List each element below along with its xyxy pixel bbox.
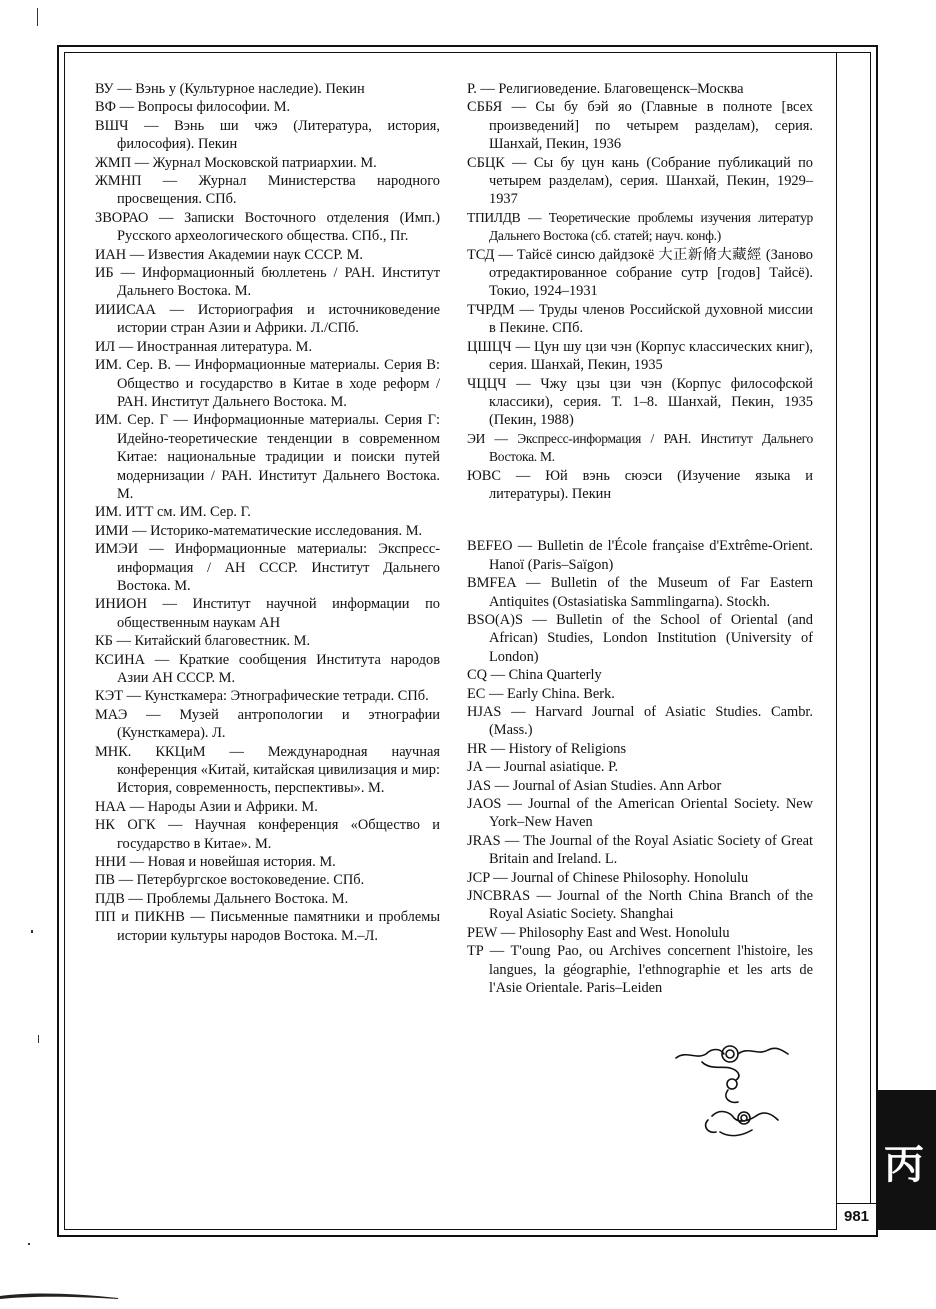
abbr-entry: PEW — Philosophy East and West. Honolulu bbox=[467, 924, 730, 941]
abbr-entry: ПДВ — Проблемы Дальнего Востока. М. bbox=[95, 890, 349, 907]
abbr-entry: ЗВОРАО — Записки Восточного отделения (Имп.) Русского археологического общества. СПб., Пг. bbox=[95, 209, 440, 245]
left-column bbox=[95, 80, 440, 945]
abbr-entry: ЮВС — Юй вэнь сюэси (Изучение языка и литературы). Пекин bbox=[467, 467, 813, 502]
abbr-entry: JCP — Journal of Chinese Philosophy. Honolulu bbox=[467, 869, 749, 886]
abbr-entry: JRAS — The Journal of the Royal Asiatic Society of Great Britain and Ireland. L. bbox=[467, 832, 813, 868]
abbr-entry: СББЯ — Сы бу бэй яо (Главные в полноте [всех произведений] по четырем разделам), серия. Шанхай, Пекин, 1936 bbox=[467, 99, 813, 153]
abbr-entry: Р. — Религиоведение. Благовещенск–Москва bbox=[467, 81, 744, 97]
abbr-entry: КБ — Китайский благовестник. М. bbox=[95, 633, 311, 650]
abbr-entry: ЭИ — Экспресс-информация / РАН. Институт Дальнего Востока. М. bbox=[467, 430, 813, 465]
abbr-entry: ВШЧ — Вэнь ши чжэ (Литература, история, философия). Пекин bbox=[95, 117, 440, 153]
abbr-entry: ВУ — Вэнь у (Культурное наследие). Пекин bbox=[95, 81, 365, 97]
abbr-entry: BMFEA — Bulletin of the Museum of Far Eastern Antiquites (Ostasiatiska Sammlingarna). Stockh. bbox=[467, 575, 813, 610]
abbr-entry: BSO(A)S — Bulletin of the School of Oriental (and African) Studies, London Institution (University of London) bbox=[467, 611, 813, 665]
abbr-entry: ИМЭИ — Информационные материалы: Экспресс-информация / АН СССР. Институт Дальнего Востока. М. bbox=[95, 541, 440, 594]
abbr-entry: JNCBRAS — Journal of the North China Branch of the Royal Asiatic Society. Shanghai bbox=[467, 888, 813, 923]
abbr-entry: JA — Journal asiatique. P. bbox=[467, 759, 619, 776]
abbr-entry: HJAS — Harvard Journal of Asiatic Studies. Cambr. (Mass.) bbox=[467, 704, 813, 739]
abbr-entry: ТПИЛДВ — Теоретические проблемы изучения литератур Дальнего Востока (сб. статей; науч. конф.) bbox=[467, 209, 813, 244]
abbr-entry: ВФ — Вопросы философии. М. bbox=[95, 99, 291, 116]
abbr-entry: ННИ — Новая и новейшая история. М. bbox=[95, 854, 336, 871]
abbr-entry: КСИНА — Краткие сообщения Института народов Азии АН СССР. М. bbox=[95, 651, 440, 686]
abbr-entry: CQ — China Quarterly bbox=[467, 667, 602, 684]
abbr-entry: ИЛ — Иностранная литература. М. bbox=[95, 338, 313, 355]
abbr-entry: ИМ. ИТТ см. ИМ. Сер. Г. bbox=[95, 504, 251, 521]
abbr-entry: JAS — Journal of Asian Studies. Ann Arbor bbox=[467, 777, 722, 794]
abbr-entry: HR — History of Religions bbox=[467, 740, 627, 757]
abbr-entry: EC — Early China. Berk. bbox=[467, 685, 615, 702]
abbr-entry: ПП и ПИКНВ — Письменные памятники и проблемы истории культуры народов Востока. М.–Л. bbox=[95, 909, 440, 944]
abbr-entry: ЧЦЦЧ — Чжу цзы цзи чэн (Корпус философской классики), серия. Т. 1–8. Шанхай, Пекин, 1935 (Пекин, 1988) bbox=[467, 375, 813, 429]
abbr-entry: МАЭ — Музей антропологии и этнографии (Кунсткамера). Л. bbox=[95, 706, 440, 742]
abbr-entry: ЦШЦЧ — Цун шу цзи чэн (Корпус классических книг), серия. Шанхай, Пекин, 1935 bbox=[467, 338, 813, 374]
abbr-entry: ИМ. Сер. Г — Информационные материалы. Серия Г: Идейно-теоретические тенденции в современном Китае: национальные традиции и поиски путей модернизации / РАН. Институт Дальнего Востока. М. bbox=[95, 412, 440, 502]
abbr-entry: JAOS — Journal of the American Oriental Society. New York–New Haven bbox=[467, 796, 813, 831]
right-column bbox=[467, 80, 813, 998]
abbr-entry: НК ОГК — Научная конференция «Общество и государство в Китае». М. bbox=[95, 817, 440, 852]
abbr-entry: ИБ — Информационный бюллетень / РАН. Институт Дальнего Востока. М. bbox=[95, 265, 440, 300]
cloud-ornament-icon bbox=[672, 1040, 792, 1142]
scan-artifact bbox=[31, 930, 33, 933]
abbr-entry: ИИИСАА — Историография и источниковедение истории стран Азии и Африки. Л./СПб. bbox=[95, 301, 440, 337]
section-gap bbox=[467, 503, 813, 537]
abbr-entry: МНК. ККЦиМ — Международная научная конференция «Китай, китайская цивилизация и мир: История, современность, перспективы». М. bbox=[95, 743, 440, 797]
abbr-entry: ИАН — Известия Академии наук СССР. М. bbox=[95, 246, 363, 263]
abbr-entry: ИНИОН — Институт научной информации по общественным наукам АН bbox=[95, 596, 440, 631]
abbr-entry: ТЧРДМ — Труды членов Российской духовной миссии в Пекине. СПб. bbox=[467, 301, 813, 337]
scan-artifact bbox=[37, 8, 38, 26]
abbr-entry: ИМИ — Историко-математические исследования. М. bbox=[95, 522, 423, 539]
abbr-entry: ИМ. Сер. В. — Информационные материалы. Серия В: Общество и государство в Китае в ходе реформ / РАН. Институт Дальнего Востока. М. bbox=[95, 357, 440, 410]
abbr-entry: НАА — Народы Азии и Африки. М. bbox=[95, 798, 318, 815]
abbr-entry: ЖМНП — Журнал Министерства народного просвещения. СПб. bbox=[95, 173, 440, 208]
scan-artifact bbox=[28, 1243, 30, 1245]
abbr-entry: TP — T'oung Pao, ou Archives concernent l'histoire, les langues, la géographie, l'ethnographie et les arts de l'Asie Orientale. Paris–Leiden bbox=[467, 943, 813, 997]
scan-smudge bbox=[0, 1290, 120, 1300]
abbr-entry: ТСД — Тайсё синсю дайдзокё 大正新脩大藏經 (Заново отредактированное собрание сутр [годов] Тайсё). Токио, 1924–1931 bbox=[467, 246, 813, 300]
abbr-entry: BEFEO — Bulletin de l'École française d'Extrême-Orient. Hanoï (Paris–Saïgon) bbox=[467, 538, 813, 573]
abbr-entry: СБЦК — Сы бу цун кань (Собрание публикаций по четырем разделам), серия. Шанхай, Пекин, 1929–1937 bbox=[467, 154, 813, 208]
page-number: 981 bbox=[836, 1203, 876, 1230]
abbr-entry: ЖМП — Журнал Московской патриархии. М. bbox=[95, 154, 377, 171]
scan-artifact bbox=[38, 1035, 39, 1043]
abbr-entry: КЭТ — Кунсткамера: Этнографические тетради. СПб. bbox=[95, 688, 429, 705]
tab-character: 丙 bbox=[884, 1142, 924, 1188]
abbr-entry: ПВ — Петербургское востоковедение. СПб. bbox=[95, 872, 365, 889]
side-rule bbox=[836, 52, 837, 1230]
